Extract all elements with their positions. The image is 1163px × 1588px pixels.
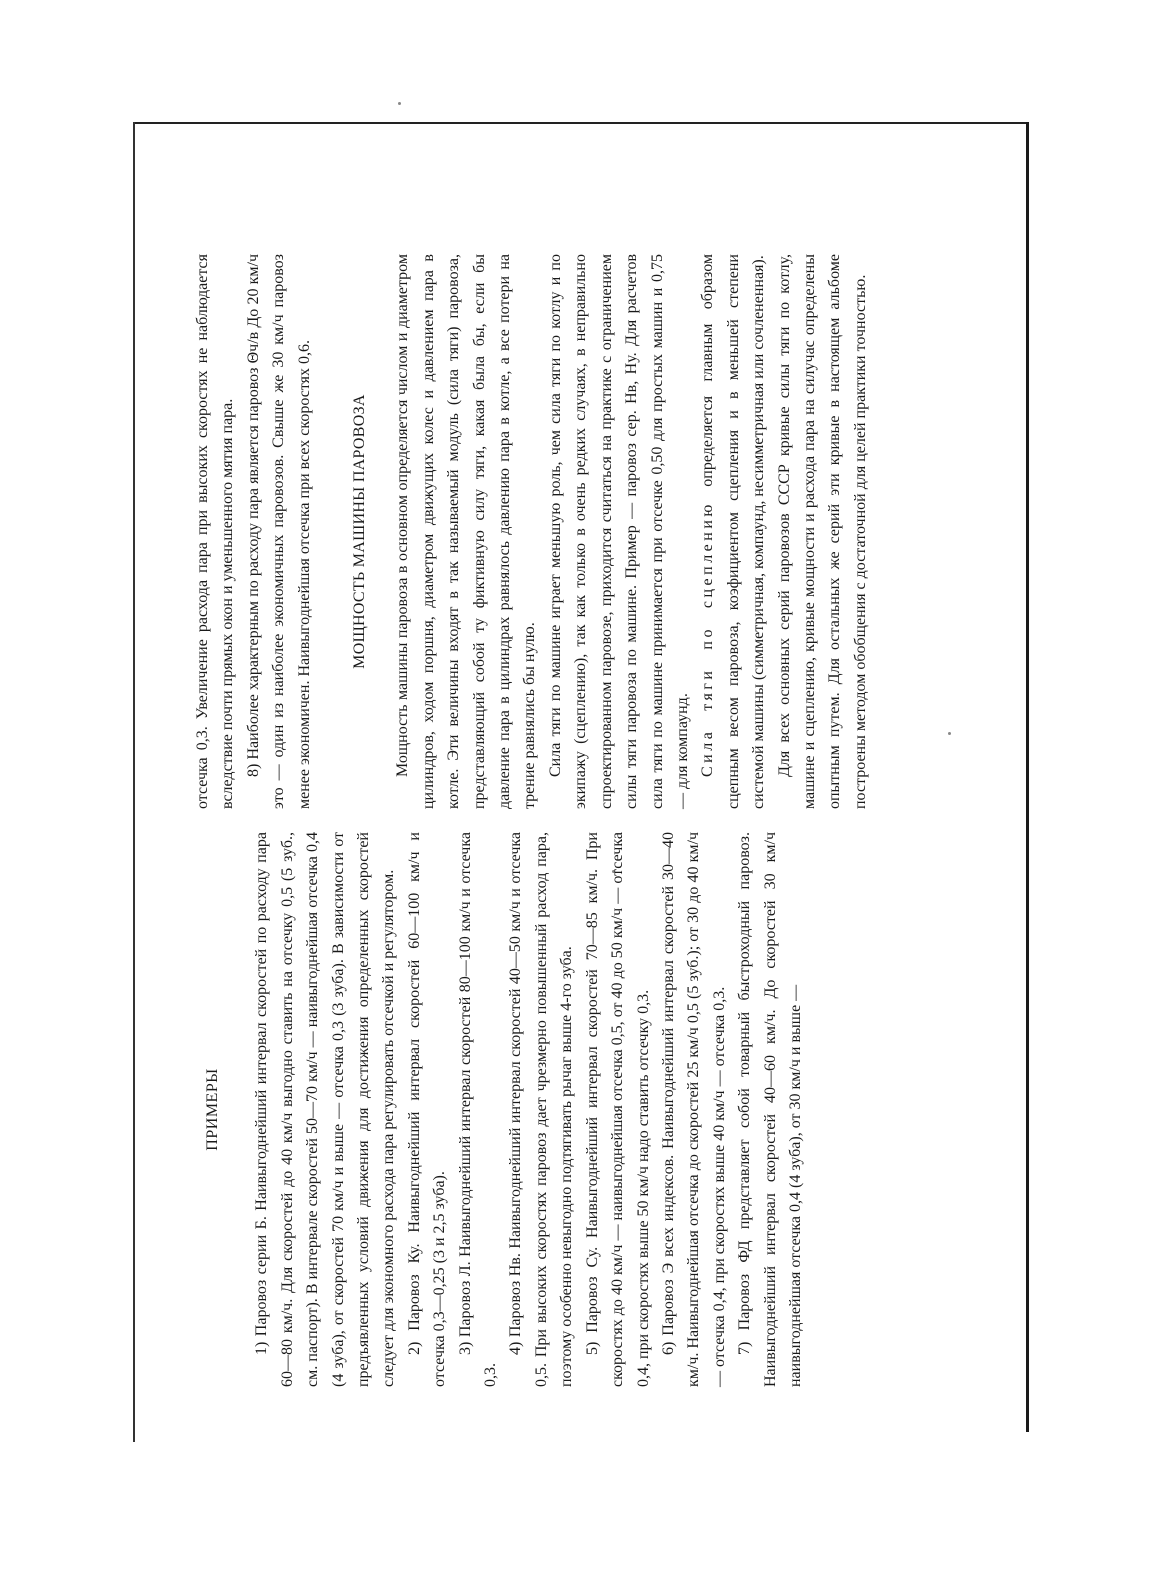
example-paragraph-6: 6) Паровоз Э всех индексов. Наивыгоднейший интервал скоростей 30—40 км/ч. Наивыгоднейшая отсечка до скоростей 25 км/ч 0,5 (5 зуб.); от 30 до 40 км/ч — отсечка 0,4, при скоростях выше 40 км/ч — отсечка 0,3. bbox=[659, 832, 728, 1387]
final-paragraph: Для всех основных серий паровозов СССР кривые силы тяги по котлу, машине и сцеплению, кривые мощности и расхода пара на силучас определены опытным путем. Для остальных же серий эти кривые в настоящем альбоме построены методом обобщения с достаточной для целей практики точностью. bbox=[775, 254, 869, 809]
example-paragraph-7: 7) Паровоз ФД представляет собой товарный быстроходный паровоз. Наивыгоднейший интервал скоростей 40—60 км/ч. До скоростей 30 км/ч наивыгоднейшая отсечка 0,4 (4 зуба), от 30 км/ч и выше — bbox=[736, 832, 804, 1387]
power-paragraph: Мощность машины паровоза в основном определяется числом и диаметром цилиндров, ходом поршня, диаметром движущих колес и давлением пара в котле. Эти величины входят в так называемый модуль (сила тяги) паровоза, представляющий собой ту фиктивную силу тяги, какая была бы, если бы давление пара в цилиндрах равнялось давлению пара в котле, а все потери на трение равнялись бы нулю. bbox=[394, 254, 539, 809]
power-section-heading: МОЩНОСТЬ МАШИНЫ ПАРОВОЗА bbox=[351, 394, 369, 669]
continuation-paragraph: отсечка 0,3. Увеличение расхода пара при высоких скоростях не наблюдается вследствие почти прямых окон и уменьшенного мятия пара. bbox=[194, 254, 237, 809]
example-paragraph-5: 5) Паровоз Су. Наивыгоднейший интервал скоростей 70—85 км/ч. При скоростях до 40 км/ч — наивыгоднейшая отсечка 0,5, от 40 до 50 км/ч — отсечка 0,4, при скоростях выше 50 км/ч надо ставить отсечку 0,3. bbox=[583, 832, 652, 1387]
adhesion-paragraph bbox=[695, 254, 771, 809]
adhesion-text: определяется главным образом сцепным весом паровоза, коэфициентом сцепления и в меньшей степени системой машины (симметричная, компаунд, несимметричная или сочлененная). bbox=[699, 253, 768, 809]
examples-heading: ПРИМЕРЫ bbox=[204, 1068, 221, 1151]
left-column bbox=[190, 832, 808, 1387]
example-paragraph-2: 2) Паровоз Ку. Наивыгоднейший интервал скоростей 60—100 км/ч и отсечка 0,3—0,25 (3 и 2,5 зуба). bbox=[405, 832, 449, 1387]
example-paragraph-1: 1) Паровоз серии Б. Наивыгоднейший интервал скоростей по расходу пара 60—80 км/ч. Для скоростей до 40 км/ч выгодно ставить на отсечку 0,5 (5 зуб., см. паспорт). В интервале скоростей 50—70 км/ч — наивыгоднейшая отсечка 0,4 (4 зуба), от скоростей 70 км/ч и выше — отсечка 0,3 (3 зуба). В зависимости от предъявленных условий движения для достижения определенных скоростей следует для экономного расхода пара регулировать отсечкой и регулятором. bbox=[253, 832, 398, 1387]
page-frame-top-border bbox=[133, 122, 1029, 124]
example-paragraph-4: 4) Паровоз Нв. Наивыгоднейший интервал скоростей 40—50 км/ч и отсечка 0,5. При высоких скоростях паровоз дает чрезмерно повышенный расход пара, поэтому особенно невыгодно подтягивать рычаг выше 4-го зуба. bbox=[507, 832, 576, 1387]
page-frame-left-border bbox=[133, 122, 135, 1442]
example-paragraph-8: 8) Наиболее характерным по расходу пара является паровоз Θч/в До 20 км/ч это — один из наиболее экономичных паровозов. Свыше же 30 км/ч паровоз менее экономичен. Наивыгоднейшая отсечка при всех скоростях 0,6. bbox=[244, 254, 313, 809]
right-column bbox=[190, 254, 873, 809]
scan-speck bbox=[398, 102, 401, 105]
traction-paragraph: Сила тяги по машине играет меньшую роль, чем сила тяги по котлу и по экипажу (сцеплению), так как только в очень редких случаях, в неправильно спроектированном паровозе, приходится считаться на практике с ограничением силы тяги паровоза по машине. Пример — паровоз сер. Нв, Ну. Для расчетов сила тяги по машине принимается при отсечке 0,50 для простых машин и 0,75 — для компаунд. bbox=[546, 254, 691, 809]
adhesion-term: Сила тяги по сцеплению bbox=[699, 501, 717, 777]
rotated-page-content bbox=[190, 207, 980, 1387]
example-paragraph-3: 3) Паровоз Л. Наивыгоднейший интервал скоростей 80—100 км/ч и отсечка 0,3. bbox=[456, 832, 500, 1387]
page-frame-right-border bbox=[1026, 122, 1029, 1432]
